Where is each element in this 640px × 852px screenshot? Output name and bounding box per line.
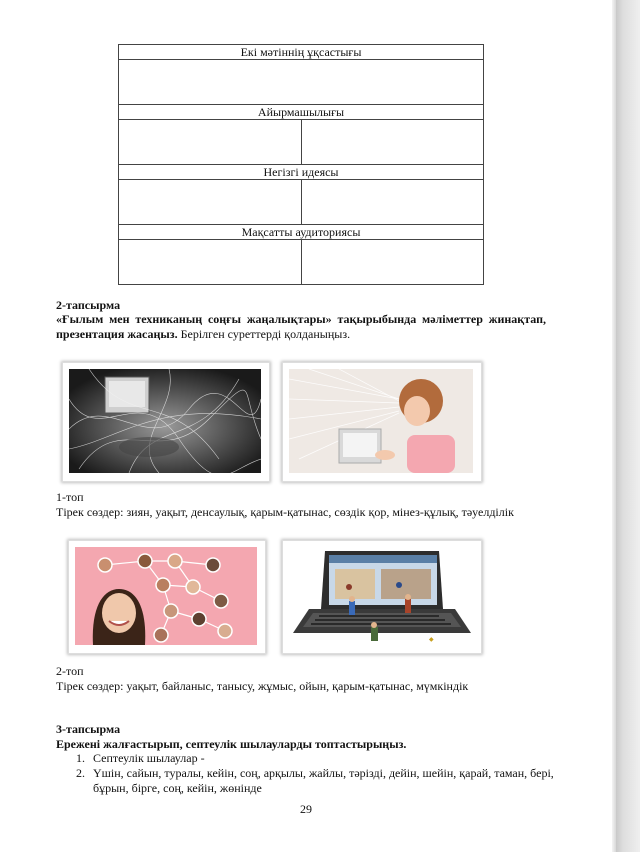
photo-girl-at-screen	[282, 362, 482, 482]
table-header-audience: Мақсатты аудиториясы	[119, 225, 484, 240]
photo-laptop-virtual-world	[282, 540, 482, 654]
group2-label: 2-топ	[56, 664, 84, 678]
list-item	[56, 766, 563, 796]
photo-social-network	[68, 540, 266, 654]
task3-list	[56, 751, 563, 796]
page-shadow	[616, 0, 640, 852]
task3-instruction: Ережені жалғастырып, септеулік шылауларды топтастырыңыз.	[56, 737, 407, 751]
list-item-text: Септеулік шылаулар -	[93, 751, 205, 765]
table-header-difference: Айырмашылығы	[119, 105, 484, 120]
group2-keywords-list: уақыт, байланыс, танысу, жұмыс, ойын, қарым-қатынас, мүмкіндік	[123, 679, 469, 693]
group1-keywords-list: зиян, уақыт, денсаулық, қарым-қатынас, сөздік қор, мінез-құлық, тәуелділік	[123, 505, 514, 519]
table-blank-cell[interactable]	[119, 120, 302, 165]
photo-tangled-computer	[62, 362, 270, 482]
task3-heading: 3-тапсырма	[56, 722, 121, 736]
laptop-illustration	[289, 547, 473, 645]
group2-keywords	[56, 679, 468, 694]
table-blank-cell[interactable]	[119, 180, 302, 225]
social-network-illustration	[75, 547, 257, 645]
table-blank-cell[interactable]	[301, 180, 484, 225]
table-blank-cell[interactable]	[119, 240, 302, 285]
group2-keywords-prefix: Тірек сөздер:	[56, 679, 124, 693]
table-blank-cell[interactable]	[301, 240, 484, 285]
table-blank-cell[interactable]	[119, 60, 484, 105]
task2-normal-text: Берілген суреттерді қолданыңыз.	[177, 327, 351, 341]
list-item-text: Үшін, сайын, туралы, кейін, соң, арқылы, жайлы, тәрізді, дейін, шейін, қарай, таман, бері, бұрын, бірге, соң, кейін, жөнінде	[93, 766, 554, 795]
list-item	[56, 751, 563, 766]
girl-at-screen-illustration	[289, 369, 473, 473]
page-number: 29	[300, 802, 312, 816]
group1-label: 1-топ	[56, 490, 84, 504]
list-item-number: 1.	[76, 751, 85, 765]
task2-bold-text: «Ғылым мен техниканың соңғы жаңалықтары» тақырыбында мәліметтер жинақтап, презентация жасаңыз.	[56, 312, 546, 341]
group1-keywords-prefix: Тірек сөздер:	[56, 505, 124, 519]
svg-text:◆: ◆	[429, 637, 434, 643]
tangled-computer-illustration	[69, 369, 261, 473]
task2-instruction	[56, 312, 546, 342]
table-blank-cell[interactable]	[301, 120, 484, 165]
list-item-number: 2.	[76, 766, 85, 780]
table-header-similarity: Екі мәтіннің ұқсастығы	[119, 45, 484, 60]
table-header-main-idea: Негізгі идеясы	[119, 165, 484, 180]
task2-heading: 2-тапсырма	[56, 298, 121, 312]
group1-keywords	[56, 505, 514, 520]
comparison-table	[118, 44, 484, 285]
